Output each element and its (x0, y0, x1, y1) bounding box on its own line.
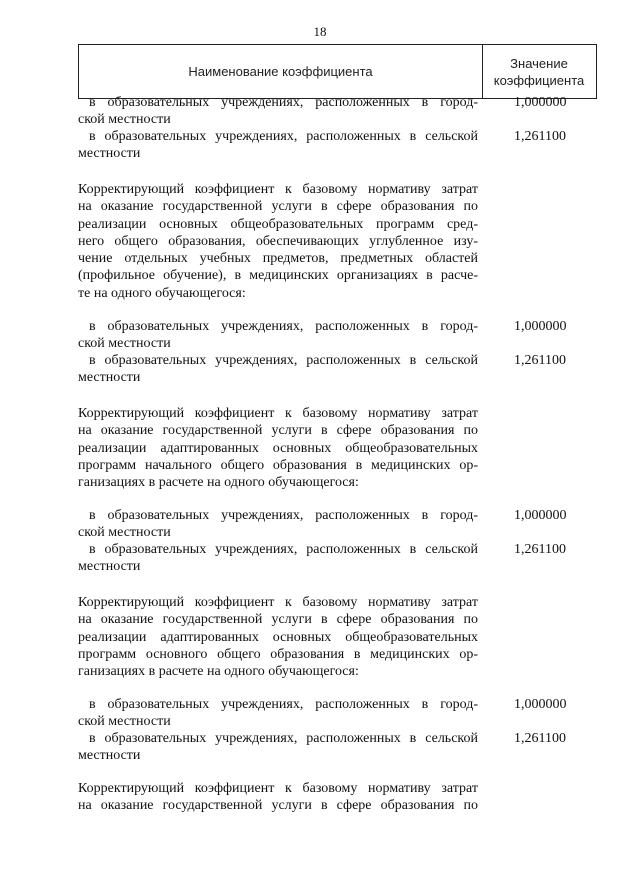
paragraph-line: Корректирующий коэффициент к базовому нормативу затрат (78, 182, 478, 197)
paragraph-line: программ основного общего образования в медицинских ор- (78, 646, 478, 662)
coefficient-value: 1,000000 (514, 95, 567, 110)
paragraph-line: на оказание государственной услуги в сфере образования по (78, 199, 478, 215)
coefficient-value: 1,261100 (514, 129, 566, 144)
paragraph-line: на оказание государственной услуги в сфере образования по (78, 798, 478, 814)
coefficient-paragraph-2 (78, 405, 478, 491)
coefficient-value: 1,261100 (514, 542, 566, 557)
paragraph-line: Корректирующий коэффициент к базовому нормативу затрат (78, 781, 478, 796)
coefficient-value: 1,261100 (514, 731, 566, 746)
page-number: 18 (313, 24, 327, 39)
row-label-line-1: в образовательных учреждениях, расположенных в сельской (89, 731, 478, 746)
paragraph-line: него общего образования, обеспечивающих углубленное изу- (78, 233, 478, 249)
coefficient-value: 1,000000 (514, 319, 567, 334)
row-label-line-1: в образовательных учреждениях, расположенных в город- (89, 697, 478, 712)
row-label-line-1: в образовательных учреждениях, расположенных в город- (89, 319, 478, 334)
coefficient-value: 1,000000 (514, 697, 567, 712)
row-label-line-2: ской местности (78, 714, 171, 729)
row-label-line-1: в образовательных учреждениях, расположенных в сельской (89, 542, 478, 557)
paragraph-line: реализации адаптированных основных общеобразовательных (78, 629, 478, 645)
paragraph-line: на оказание государственной услуги в сфере образования по (78, 612, 478, 628)
row-label-line-2: местности (78, 748, 141, 763)
coefficient-value-header (482, 45, 596, 98)
row-label-line-1: в образовательных учреждениях, расположенных в сельской (89, 129, 478, 144)
paragraph-line: Корректирующий коэффициент к базовому нормативу затрат (78, 406, 478, 421)
row-label-line-1: в образовательных учреждениях, расположенных в сельской (89, 353, 478, 368)
row-label-line-1: в образовательных учреждениях, расположенных в город- (89, 95, 478, 110)
coefficient-paragraph-1 (78, 181, 478, 302)
paragraph-line: те на одного обучающегося: (78, 285, 246, 301)
table-header (78, 44, 597, 99)
paragraph-line: на оказание государственной услуги в сфере образования по (78, 423, 478, 439)
coefficient-paragraph-3 (78, 594, 478, 680)
paragraph-line: чение отдельных учебных предметов, предметных областей (78, 251, 478, 267)
coefficient-name-header: Наименование коэффициента (79, 45, 483, 98)
paragraph-line: (профильное обучение), в медицинских организациях в расче- (78, 268, 478, 284)
paragraph-line: программ начального общего образования в медицинских ор- (78, 457, 478, 473)
paragraph-line: реализации основных общеобразовательных программ сред- (78, 216, 478, 232)
row-label-line-2: ской местности (78, 112, 171, 127)
row-label-line-2: ской местности (78, 336, 171, 351)
row-label-line-1: в образовательных учреждениях, расположенных в город- (89, 508, 478, 523)
paragraph-line: ганизациях в расчете на одного обучающегося: (78, 475, 359, 491)
coefficient-value: 1,000000 (514, 508, 567, 523)
coefficient-value: 1,261100 (514, 353, 566, 368)
coefficient-paragraph-4 (78, 780, 478, 815)
paragraph-line: Корректирующий коэффициент к базовому нормативу затрат (78, 595, 478, 610)
value-header-line-2: коэффициента (493, 72, 585, 88)
row-label-line-2: местности (78, 559, 141, 574)
paragraph-line: ганизациях в расчете на одного обучающегося: (78, 664, 359, 680)
row-label-line-2: местности (78, 146, 141, 161)
row-label-line-2: ской местности (78, 525, 171, 540)
paragraph-line: реализации адаптированных основных общеобразовательных (78, 440, 478, 456)
value-header-line-1: Значение (510, 55, 568, 71)
row-label-line-2: местности (78, 370, 141, 385)
